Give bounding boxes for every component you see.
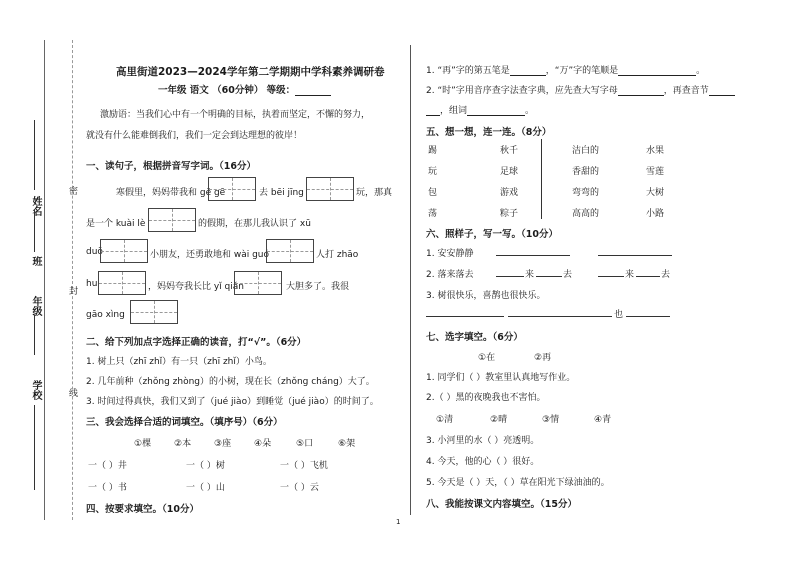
seal-char-feng: 封 xyxy=(67,286,77,295)
s5-col3-0[interactable]: 洁白的 xyxy=(572,146,600,156)
s5-col2-1[interactable]: 足球 xyxy=(500,167,519,177)
pinyin-box-yiqian[interactable] xyxy=(234,271,282,295)
s7-opt-2-1: ①清 xyxy=(436,415,454,425)
s3-opt-6: ⑥架 xyxy=(338,439,356,449)
s2-q2[interactable]: 2. 几年前种（zhǒng zhòng）的小树，现在长（zhǒng cháng）大了。 xyxy=(86,377,375,387)
s6-q2-blank-4[interactable] xyxy=(636,276,660,277)
seal-char-mi: 密 xyxy=(67,186,77,195)
s5-col2-2[interactable]: 游戏 xyxy=(500,188,519,198)
encouragement-line-2: 就没有什么能难倒我们，我们一定会到达理想的彼岸！ xyxy=(86,131,303,141)
pinyin-box-kuaile[interactable] xyxy=(148,208,196,232)
section-3-title: 三、我会选择合适的词填空。（填序号）（6分） xyxy=(86,417,283,428)
s4-q1-blank-1[interactable] xyxy=(510,66,546,76)
rating-label: 等级： xyxy=(266,85,296,96)
s4-q2-blank-2[interactable] xyxy=(709,86,735,96)
s3-opt-2: ②本 xyxy=(174,439,192,449)
school-field-line[interactable] xyxy=(34,405,35,490)
s5-col4-2[interactable]: 大树 xyxy=(646,188,665,198)
s4-q2-text-c: ，组词 xyxy=(440,106,468,116)
s5-col2-3[interactable]: 粽子 xyxy=(500,209,519,219)
s7-q3[interactable]: 3. 小河里的水（ ）亮透明。 xyxy=(426,436,540,446)
section-2-title: 二、给下列加点字选择正确的读音，打“√”。（6分） xyxy=(86,337,307,348)
pinyin-box-xuduo[interactable] xyxy=(100,239,148,263)
s6-q2-qu-2: 去 xyxy=(661,270,671,280)
pinyin-box-waiguo[interactable] xyxy=(266,239,314,263)
s1-l3b: 小朋友，还勇敢地和 wài guó xyxy=(150,250,270,260)
s1-l1a: 寒假里，妈妈带我和 gē gē xyxy=(116,188,226,198)
s7-opt-2-3: ③情 xyxy=(542,415,560,425)
s1-l1c: 玩，那真 xyxy=(356,188,393,198)
s1-l2a: 是一个 kuài lè xyxy=(86,219,146,229)
s6-q2-lai-1: 来 xyxy=(525,270,535,280)
grade-field-label: 年级 xyxy=(30,296,41,316)
s6-q2-lai-2: 来 xyxy=(625,270,635,280)
pinyin-box-gaoxing[interactable] xyxy=(130,300,178,324)
s2-q1[interactable]: 1. 树上只（zhī zhǐ）有一只（zhī zhǐ）小鸟。 xyxy=(86,357,272,367)
s5-divider xyxy=(541,139,542,219)
s5-col1-3[interactable]: 荡 xyxy=(428,209,438,219)
s6-q2-blank-3[interactable] xyxy=(598,276,624,277)
s5-col3-2[interactable]: 弯弯的 xyxy=(572,188,600,198)
s3-opt-3: ③座 xyxy=(214,439,232,449)
exam-title: 高里街道2023—2024学年第二学期期中学科素养调研卷 xyxy=(116,66,385,78)
s6-q2-text: 2. 落来落去 xyxy=(426,270,474,280)
s3-opt-1: ①棵 xyxy=(134,439,152,449)
s3-opt-4: ④朵 xyxy=(254,439,272,449)
s1-l4a: hu xyxy=(86,279,98,289)
s6-q1-blank-2[interactable] xyxy=(598,255,672,256)
seal-char-xian: 线 xyxy=(67,388,77,397)
binding-line xyxy=(44,40,45,520)
page-number: 1 xyxy=(396,518,401,526)
column-divider xyxy=(410,45,411,515)
s3-r1-3[interactable]: 一（ ）飞机 xyxy=(280,461,328,471)
class-field-label: 班 xyxy=(30,256,41,266)
seal-line xyxy=(72,40,73,520)
s7-q1[interactable]: 1. 同学们（ ）教室里认真地写作业。 xyxy=(426,373,576,383)
s5-col4-3[interactable]: 小路 xyxy=(646,209,665,219)
s7-opt-zai-2: ②再 xyxy=(534,353,552,363)
duration: （60分钟） xyxy=(212,85,264,96)
s3-r2-2[interactable]: 一（ ）山 xyxy=(186,483,225,493)
class-field-line[interactable] xyxy=(34,210,35,252)
s4-q2-blank-3[interactable] xyxy=(426,106,440,116)
s3-r1-2[interactable]: 一（ ）树 xyxy=(186,461,225,471)
s1-l4c: 大胆多了。我很 xyxy=(286,282,350,292)
school-field-label: 学校 xyxy=(30,380,41,400)
section-4-title: 四、按要求填空。（10分） xyxy=(86,504,199,515)
s5-col1-2[interactable]: 包 xyxy=(428,188,438,198)
section-5-title: 五、想一想，连一连。（8分） xyxy=(426,127,552,138)
s7-opt-2-4: ④青 xyxy=(594,415,612,425)
s6-q2-blank-2[interactable] xyxy=(536,276,562,277)
s4-q2 xyxy=(426,83,735,96)
s6-q3-blank-1[interactable] xyxy=(426,316,504,317)
s6-q2-qu-1: 去 xyxy=(563,270,573,280)
section-7-title: 七、选字填空。（6分） xyxy=(426,332,523,343)
s3-r1-1[interactable]: 一（ ）井 xyxy=(88,461,127,471)
section-1-title: 一、读句子，根据拼音写字词。（16分） xyxy=(86,161,256,172)
s6-q3: 3. 树很快乐，喜鹊也很快乐。 xyxy=(426,291,546,301)
s2-q3[interactable]: 3. 时间过得真快，我们又到了（jué jiào）到睡觉（jué jiào）的时间了。 xyxy=(86,397,379,407)
s4-q1-text-c: 。 xyxy=(696,66,706,76)
encouragement-line-1: 激励语：当我们心中有一个明确的目标，执着而坚定，不懈的努力， xyxy=(100,110,371,120)
rating-blank[interactable] xyxy=(295,86,331,96)
section-6-title: 六、照样子，写一写。（10分） xyxy=(426,229,558,240)
s4-q2-blank-1[interactable] xyxy=(618,86,664,96)
s4-q1-text-a: 1. “再”字的第五笔是 xyxy=(426,66,510,76)
s6-q3-blank-3[interactable] xyxy=(626,316,670,317)
s5-col4-0[interactable]: 水果 xyxy=(646,146,665,156)
s1-l5a: gāo xìng xyxy=(86,310,125,320)
s5-col3-3[interactable]: 高高的 xyxy=(572,209,600,219)
s4-q2-text-a: 2. “时”字用音序查字法查字典，应先查大写字母 xyxy=(426,86,618,96)
s4-q2-text-b: ，再查音节 xyxy=(663,86,709,96)
name-field-line[interactable] xyxy=(34,120,35,190)
s6-q2-blank-1[interactable] xyxy=(496,276,524,277)
s1-l3c: 人打 zhāo xyxy=(316,250,359,260)
s4-q1-text-b: ，“万”字的笔顺是 xyxy=(545,66,619,76)
s7-q5[interactable]: 5. 今天是（ ）天，（ ）草在阳光下绿油油的。 xyxy=(426,478,610,488)
s7-opt-zai-1: ①在 xyxy=(478,353,496,363)
s1-l1b: 去 bēi jīng xyxy=(259,188,304,198)
exam-subtitle xyxy=(158,82,331,96)
pinyin-box-zhaohu[interactable] xyxy=(98,271,146,295)
s6-q3-blank-2[interactable] xyxy=(508,316,612,317)
pinyin-box-beijing[interactable] xyxy=(306,177,354,201)
s4-q1-blank-2[interactable] xyxy=(618,66,696,76)
s3-opt-5: ⑤口 xyxy=(296,439,314,449)
s6-q1-blank-1[interactable] xyxy=(496,255,570,256)
s1-l2b: 的假期，在那儿我认识了 xū xyxy=(198,219,311,229)
pinyin-box-gege[interactable] xyxy=(208,177,256,201)
s4-q2-cont: ，组词 。 xyxy=(426,103,534,116)
s3-r2-1[interactable]: 一（ ）书 xyxy=(88,483,127,493)
s1-l4b: ，妈妈夸我长比 yǐ qián xyxy=(148,282,244,292)
s1-l3a: duō xyxy=(86,247,103,257)
s6-q3-ye: 也 xyxy=(614,310,624,320)
s5-col2-0[interactable]: 秋千 xyxy=(500,146,519,156)
s5-col1-1[interactable]: 玩 xyxy=(428,167,438,177)
s7-q2[interactable]: 2.（ ）黑的夜晚我也不害怕。 xyxy=(426,393,546,403)
s5-col4-1[interactable]: 雪莲 xyxy=(646,167,665,177)
s6-q1: 1. 安安静静 xyxy=(426,249,474,259)
s5-col1-0[interactable]: 踢 xyxy=(428,146,438,156)
s7-q4[interactable]: 4. 今天，他的心（ ）很好。 xyxy=(426,457,540,467)
s4-q1 xyxy=(426,63,705,76)
grade-field-line[interactable] xyxy=(34,315,35,355)
grade-subject: 一年级 语文 xyxy=(158,85,209,96)
s7-opt-2-2: ②晴 xyxy=(490,415,508,425)
s5-col3-1[interactable]: 香甜的 xyxy=(572,167,600,177)
section-8-title: 八、我能按课文内容填空。（15分） xyxy=(426,499,577,510)
s4-q2-blank-4[interactable] xyxy=(467,106,525,116)
s3-r2-3[interactable]: 一（ ）云 xyxy=(280,483,319,493)
name-field-label: 姓名 xyxy=(30,196,41,216)
